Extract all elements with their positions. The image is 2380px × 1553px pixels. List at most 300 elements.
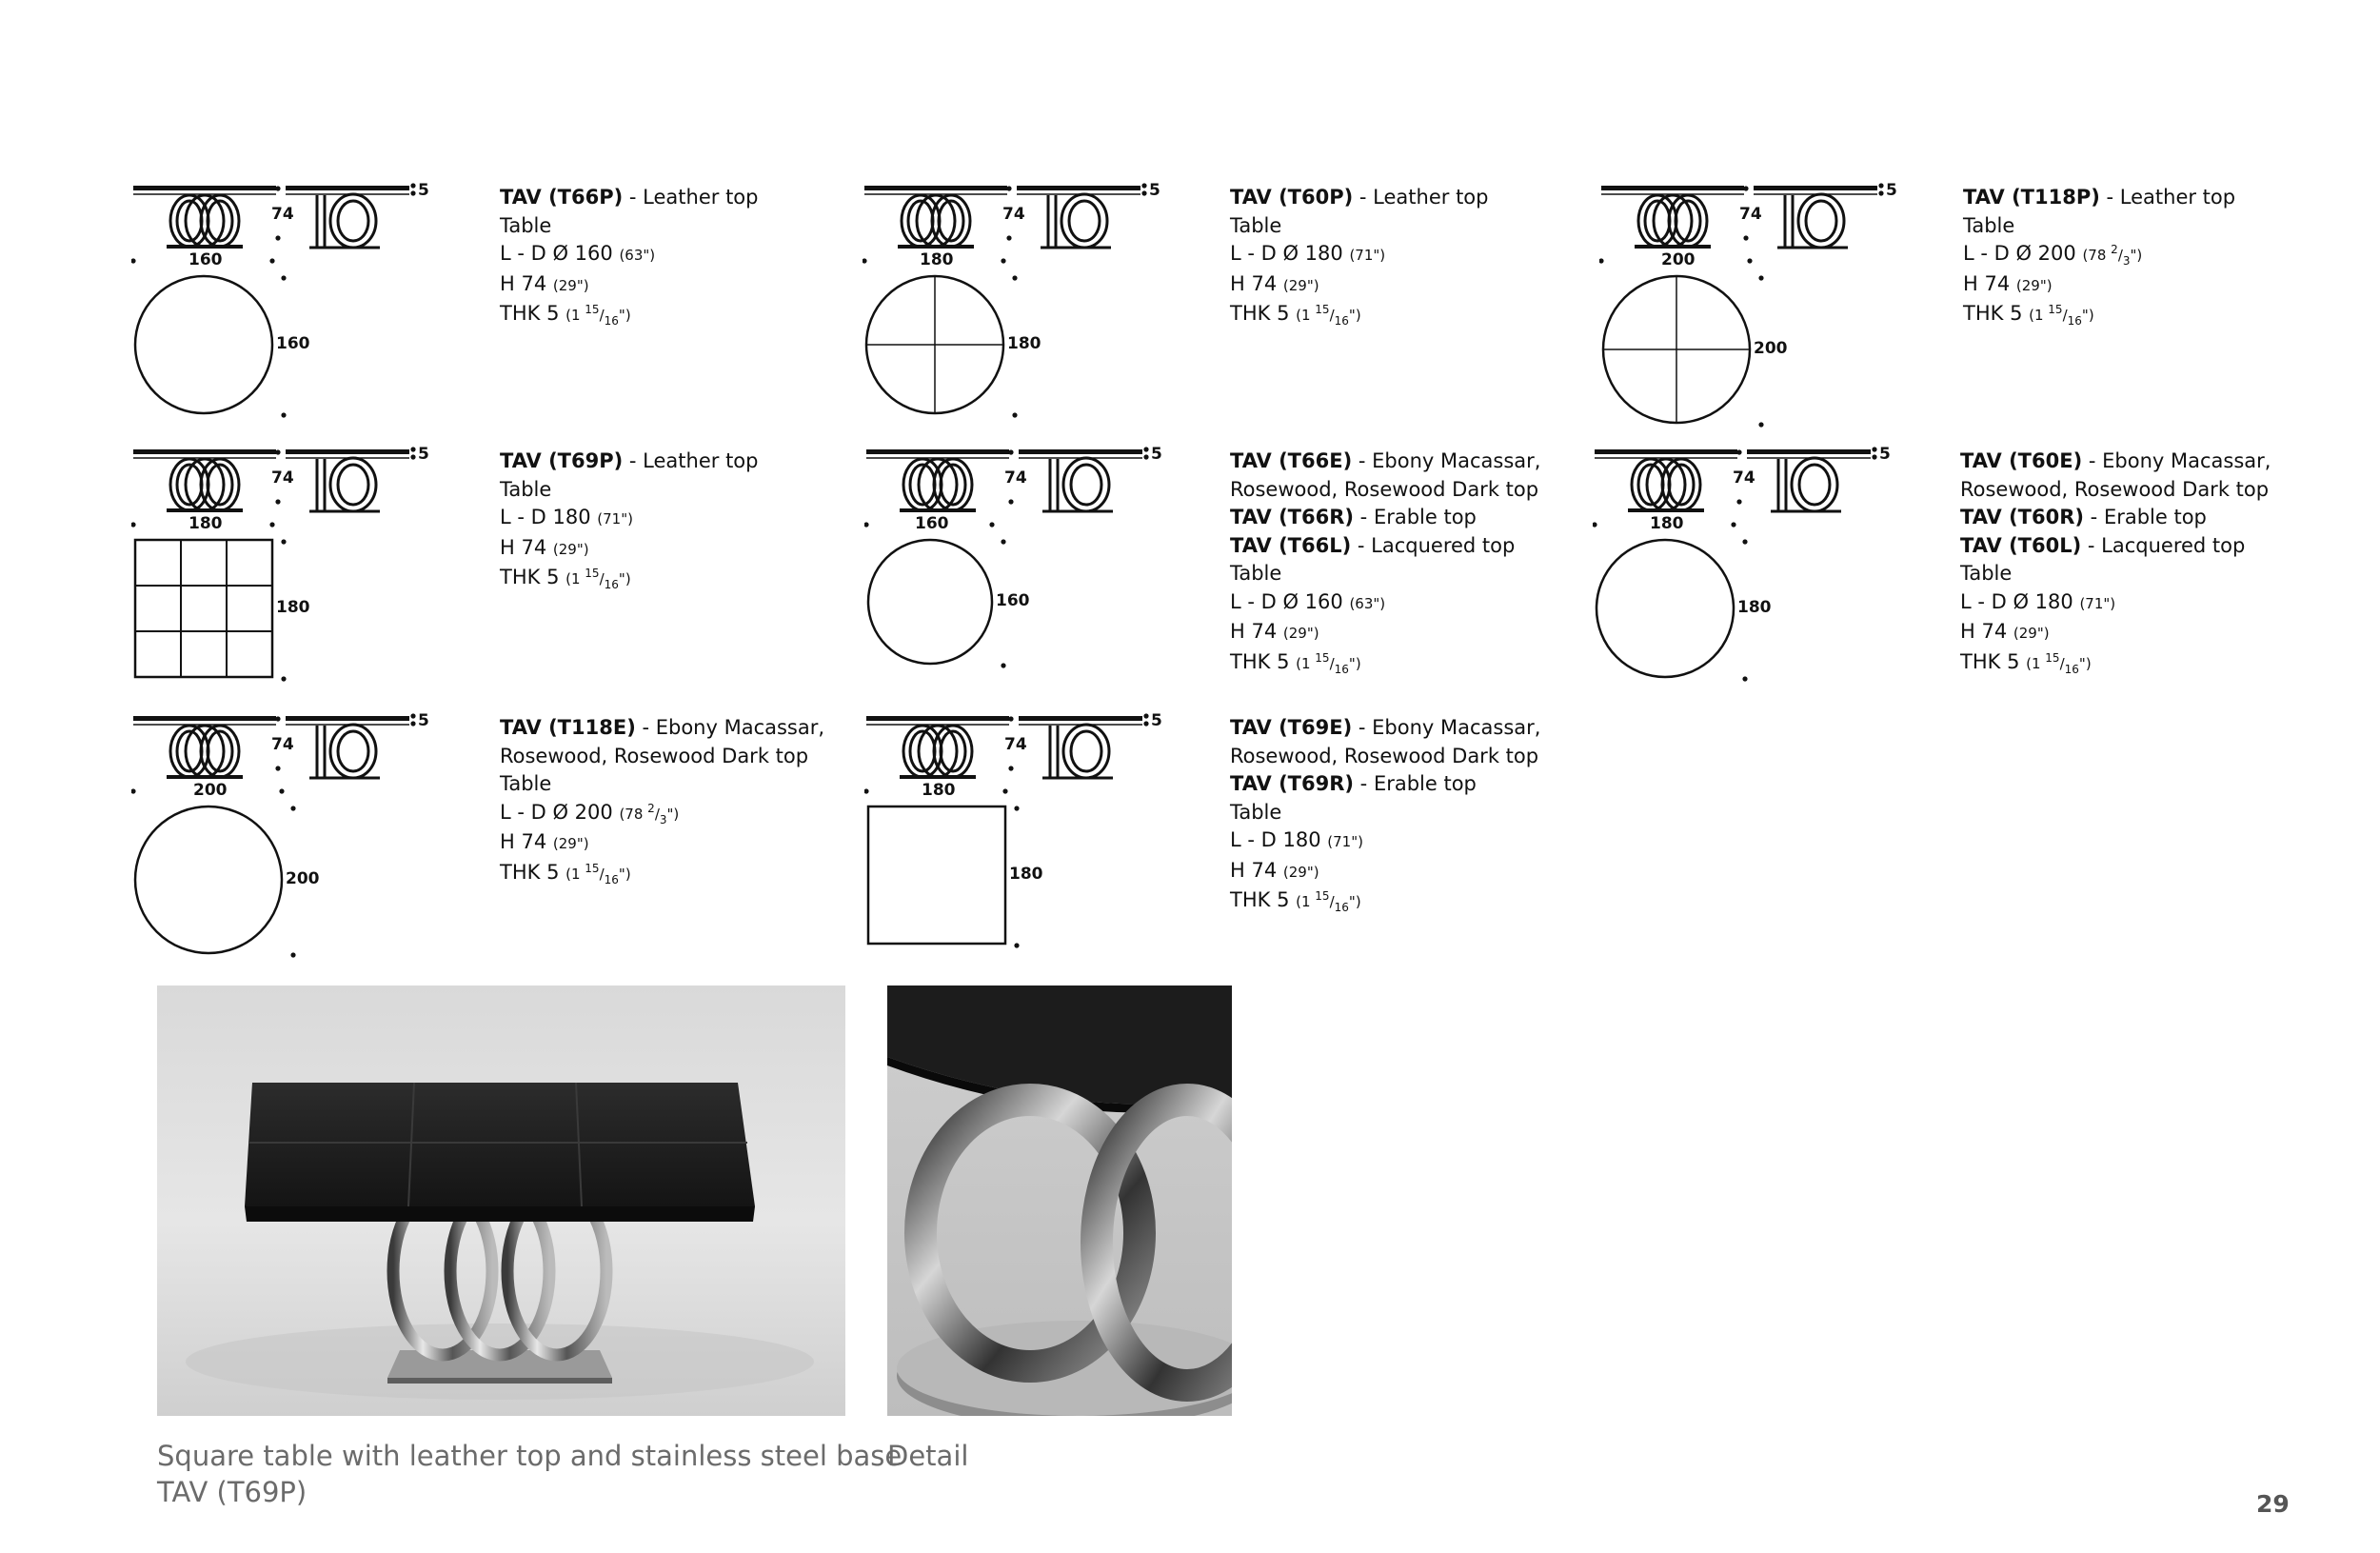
finish-description: Ebony Macassar, bbox=[1372, 449, 1541, 472]
spec-line bbox=[1230, 212, 1488, 241]
width-dimension: 180 bbox=[922, 781, 956, 800]
spec-text: L - D 180 bbox=[1230, 828, 1321, 851]
finish-description: Ebony Macassar, bbox=[2102, 449, 2271, 472]
spec-line bbox=[1230, 476, 1540, 505]
spec-text: Rosewood, Rosewood Dark top bbox=[1230, 744, 1539, 767]
fraction-den: 16 bbox=[1334, 314, 1349, 328]
ring-base bbox=[170, 726, 239, 777]
fraction-num: 15 bbox=[2045, 650, 2060, 665]
dimension-dot bbox=[131, 788, 136, 793]
spec-text: Table bbox=[1230, 213, 1282, 237]
separator: - bbox=[1354, 506, 1374, 528]
finish-description: Erable top bbox=[1373, 772, 1477, 795]
plan-view bbox=[1603, 276, 1750, 423]
dimension-dot bbox=[281, 412, 286, 417]
dimension-dot bbox=[410, 190, 415, 195]
imperial-measure: (71") bbox=[1327, 833, 1363, 850]
imperial-measure: (71") bbox=[2079, 594, 2116, 612]
fraction-num: 2 bbox=[2111, 243, 2118, 256]
spec-line bbox=[1230, 886, 1540, 917]
detail-photo bbox=[887, 986, 1232, 1416]
spec-line bbox=[500, 564, 758, 594]
spec-line bbox=[1230, 770, 1540, 799]
width-dimension: 200 bbox=[193, 781, 228, 800]
spec-line bbox=[1230, 799, 1540, 827]
dimension-dot bbox=[131, 258, 136, 263]
model-code: TAV (T66R) bbox=[1230, 506, 1354, 528]
thickness-dimension: 5 bbox=[1151, 712, 1162, 730]
side-ring-inner bbox=[1069, 201, 1100, 241]
fraction-whole: (1 bbox=[565, 307, 585, 324]
spec-line bbox=[500, 859, 824, 889]
front-view bbox=[864, 186, 1007, 249]
main-product-photo bbox=[157, 986, 845, 1416]
dimension-dot bbox=[281, 539, 286, 544]
fraction-num: 15 bbox=[2048, 303, 2063, 316]
main-photo-caption-line2: TAV (T69P) bbox=[157, 1476, 307, 1508]
spec-text: Rosewood, Rosewood Dark top bbox=[1230, 477, 1539, 501]
dimension-dot bbox=[1731, 522, 1735, 527]
spec-line bbox=[500, 534, 758, 565]
dimension-dot bbox=[1599, 258, 1604, 263]
spec-line bbox=[1230, 857, 1540, 887]
dimension-dot bbox=[1143, 447, 1148, 451]
technical-drawing bbox=[1593, 446, 1993, 703]
model-code: TAV (T118P) bbox=[1963, 186, 2100, 209]
dimension-dot bbox=[275, 766, 280, 770]
spec-text: Table bbox=[1230, 800, 1282, 824]
table-top-edge bbox=[1754, 186, 1877, 190]
finish-description: Ebony Macassar, bbox=[1372, 716, 1541, 739]
side-view bbox=[1754, 186, 1877, 248]
side-base bbox=[309, 725, 380, 778]
imperial-measure: (1 $^{15}/_{16}$") bbox=[565, 861, 631, 886]
table-top-edge bbox=[133, 716, 276, 721]
dimension-dot bbox=[1743, 235, 1748, 240]
dimension-dot bbox=[1758, 422, 1763, 427]
side-ring-inner bbox=[338, 465, 368, 505]
dimension-dot bbox=[1878, 183, 1883, 188]
spec-line bbox=[1960, 648, 2271, 679]
spec-text: H 74 bbox=[1960, 620, 2008, 643]
ring-base bbox=[170, 459, 239, 510]
top-outline bbox=[868, 806, 1005, 944]
dimension-dot bbox=[281, 275, 286, 280]
dimension-dot bbox=[864, 522, 869, 527]
dimension-dot bbox=[1008, 449, 1013, 454]
spec-text: H 74 bbox=[1963, 271, 2011, 295]
spec-line bbox=[1963, 300, 2235, 330]
ring-base bbox=[902, 195, 970, 247]
dimension-dot bbox=[275, 235, 280, 240]
depth-dimension: 180 bbox=[1009, 865, 1043, 884]
imperial-measure: (29") bbox=[2015, 276, 2053, 294]
height-dimension: 74 bbox=[271, 468, 294, 488]
front-view bbox=[1601, 186, 1744, 249]
spec-text: H 74 bbox=[1230, 858, 1278, 882]
dimension-dot bbox=[275, 716, 280, 721]
finish-description: Erable top bbox=[1373, 506, 1477, 528]
fraction-num: 15 bbox=[585, 567, 600, 580]
dimension-dot bbox=[279, 788, 284, 793]
spec-line bbox=[500, 270, 758, 301]
separator: - bbox=[1352, 449, 1373, 472]
fraction-num: 2 bbox=[647, 801, 655, 815]
side-ring-inner bbox=[1071, 731, 1101, 771]
spec-line bbox=[1230, 300, 1488, 330]
side-view bbox=[286, 716, 409, 778]
dimension-dot bbox=[1002, 788, 1007, 793]
front-view bbox=[133, 449, 276, 512]
ring-base bbox=[903, 459, 972, 510]
height-dimension: 74 bbox=[271, 735, 294, 754]
technical-drawing bbox=[1599, 182, 1999, 439]
spec-text: Table bbox=[1963, 213, 2015, 237]
spec-line bbox=[500, 240, 758, 270]
fraction-whole: (78 bbox=[619, 805, 648, 823]
fraction-num: 15 bbox=[1315, 650, 1330, 665]
depth-dimension: 180 bbox=[1007, 334, 1041, 353]
spec-line bbox=[500, 743, 824, 771]
thickness-dimension: 5 bbox=[418, 712, 429, 730]
dimension-dot bbox=[864, 788, 869, 793]
plan-view bbox=[135, 540, 272, 677]
technical-drawing bbox=[131, 712, 531, 969]
dimension-dot bbox=[275, 186, 280, 190]
technical-drawing bbox=[864, 446, 1264, 703]
base-plate bbox=[898, 245, 974, 249]
dimension-dot bbox=[1014, 943, 1019, 947]
height-dimension: 74 bbox=[1739, 205, 1762, 224]
table-top-edge bbox=[1747, 449, 1871, 454]
side-base bbox=[1771, 458, 1841, 511]
top-outline bbox=[135, 276, 272, 413]
main-photo-caption bbox=[157, 1438, 902, 1510]
imperial-measure: (1 $^{15}/_{16}$") bbox=[1296, 889, 1361, 914]
spec-line bbox=[500, 799, 824, 829]
imperial-measure: (29") bbox=[2013, 625, 2050, 642]
separator: - bbox=[1353, 186, 1374, 209]
spec-text: Table bbox=[500, 477, 552, 501]
spec-line bbox=[1230, 743, 1540, 771]
model-code: TAV (T69R) bbox=[1230, 772, 1354, 795]
dimension-dot bbox=[1736, 499, 1741, 504]
imperial-measure: (63") bbox=[1349, 594, 1386, 612]
front-view bbox=[1595, 449, 1737, 512]
separator: - bbox=[1354, 772, 1374, 795]
dimension-dot bbox=[290, 806, 295, 810]
spec-text: Rosewood, Rosewood Dark top bbox=[1960, 477, 2270, 501]
plan-view bbox=[866, 276, 1003, 413]
dimension-dot bbox=[1006, 186, 1011, 190]
finish-description: Lacquered top bbox=[1371, 533, 1516, 557]
spec-text: THK 5 bbox=[1963, 302, 2023, 325]
imperial-measure: (63") bbox=[619, 247, 656, 264]
table-top-edge bbox=[286, 449, 409, 454]
side-view bbox=[1017, 186, 1140, 248]
depth-dimension: 180 bbox=[276, 598, 310, 617]
side-base bbox=[1042, 725, 1113, 778]
spec-text: THK 5 bbox=[500, 860, 560, 884]
spec-line bbox=[1230, 714, 1540, 743]
fraction-num: 15 bbox=[1315, 303, 1330, 316]
dimension-dot bbox=[1593, 522, 1597, 527]
dimension-dot bbox=[1872, 454, 1876, 459]
height-dimension: 74 bbox=[1002, 205, 1025, 224]
fraction-end: ") bbox=[1348, 307, 1361, 324]
fraction-whole: (1 bbox=[2026, 654, 2046, 672]
separator: - bbox=[2084, 506, 2104, 528]
side-base bbox=[309, 194, 380, 248]
spec-line bbox=[1230, 826, 1540, 857]
fraction-end: ") bbox=[666, 805, 680, 823]
imperial-measure: (1 $^{15}/_{16}$") bbox=[2026, 650, 2092, 676]
product-specs bbox=[1230, 448, 1540, 678]
dimension-dot bbox=[1872, 447, 1876, 451]
spec-text: H 74 bbox=[500, 271, 547, 295]
dimension-dot bbox=[1143, 454, 1148, 459]
dimension-dot bbox=[275, 449, 280, 454]
imperial-measure: (29") bbox=[552, 540, 589, 558]
top-outline bbox=[135, 806, 282, 953]
separator: - bbox=[1352, 716, 1373, 739]
table-top-edge bbox=[133, 449, 276, 454]
imperial-measure: (78 $^2/_3$") bbox=[2082, 243, 2143, 268]
spec-line bbox=[1960, 476, 2271, 505]
spec-line bbox=[1230, 588, 1540, 619]
dimension-dot bbox=[1014, 806, 1019, 810]
spec-line bbox=[500, 184, 758, 212]
plan-view bbox=[868, 540, 992, 664]
spec-text: Table bbox=[1960, 562, 2013, 585]
dimension-dot bbox=[410, 183, 415, 188]
dimension-dot bbox=[1141, 183, 1146, 188]
separator: - bbox=[2081, 533, 2102, 557]
spec-text: H 74 bbox=[500, 535, 547, 559]
side-ring-inner bbox=[1806, 201, 1836, 241]
base-plate bbox=[167, 775, 243, 779]
depth-dimension: 200 bbox=[286, 869, 320, 888]
fraction-whole: (1 bbox=[565, 570, 585, 587]
spec-text: THK 5 bbox=[1960, 649, 2020, 673]
base-plate bbox=[167, 508, 243, 512]
product-specs bbox=[1960, 448, 2271, 678]
spec-text: L - D 180 bbox=[500, 506, 591, 528]
dimension-dot bbox=[989, 522, 994, 527]
model-code: TAV (T69E) bbox=[1230, 716, 1353, 739]
spec-text: L - D Ø 200 bbox=[1963, 242, 2076, 265]
table-top-edge bbox=[286, 716, 409, 721]
imperial-measure: (1 $^{15}/_{16}$") bbox=[1296, 650, 1361, 676]
spec-line bbox=[500, 448, 758, 476]
top-outline bbox=[135, 540, 272, 677]
spec-text: THK 5 bbox=[1230, 649, 1290, 673]
product-specs bbox=[500, 714, 824, 888]
spec-line bbox=[1230, 240, 1488, 270]
height-dimension: 74 bbox=[271, 205, 294, 224]
table-top-edge bbox=[1019, 449, 1142, 454]
spec-text: H 74 bbox=[1230, 620, 1278, 643]
dimension-dot bbox=[281, 676, 286, 681]
fraction-whole: (78 bbox=[2082, 247, 2112, 264]
fraction-end: ") bbox=[618, 865, 631, 883]
ring-base bbox=[1632, 459, 1700, 510]
dimension-dot bbox=[1001, 539, 1005, 544]
spec-text: THK 5 bbox=[1230, 302, 1290, 325]
base-plate bbox=[900, 775, 976, 779]
side-view bbox=[1747, 449, 1871, 511]
spec-line bbox=[500, 300, 758, 330]
spec-text: H 74 bbox=[1230, 271, 1278, 295]
dimension-dot bbox=[410, 713, 415, 718]
spec-line bbox=[500, 828, 824, 859]
fraction-num: 15 bbox=[1315, 889, 1330, 903]
spec-line bbox=[1963, 184, 2235, 212]
spec-text: Rosewood, Rosewood Dark top bbox=[500, 744, 809, 767]
dimension-dot bbox=[275, 499, 280, 504]
finish-description: Erable top bbox=[2103, 506, 2207, 528]
imperial-measure: (71") bbox=[1349, 247, 1386, 264]
fraction-end: ") bbox=[1348, 893, 1361, 910]
dimension-dot bbox=[1742, 676, 1747, 681]
side-base bbox=[1041, 194, 1111, 248]
spec-line bbox=[1960, 448, 2271, 476]
dimension-dot bbox=[863, 258, 867, 263]
product-specs bbox=[500, 184, 758, 330]
side-base bbox=[1777, 194, 1848, 248]
dimension-dot bbox=[1008, 499, 1013, 504]
dimension-dot bbox=[1012, 275, 1017, 280]
dimension-dot bbox=[1143, 713, 1148, 718]
plan-view bbox=[135, 276, 272, 413]
ring-base bbox=[1638, 195, 1707, 247]
product-specs bbox=[1230, 714, 1540, 917]
thickness-dimension: 5 bbox=[1879, 446, 1891, 464]
dimension-dot bbox=[410, 454, 415, 459]
separator: - bbox=[635, 716, 656, 739]
finish-description: Lacquered top bbox=[2101, 533, 2246, 557]
depth-dimension: 160 bbox=[276, 334, 310, 353]
table-top-edge bbox=[866, 716, 1009, 721]
spec-line bbox=[1960, 618, 2271, 648]
finish-description: Leather top bbox=[643, 186, 759, 209]
side-ring-inner bbox=[1799, 465, 1830, 505]
plan-view bbox=[868, 806, 1005, 944]
spec-text: THK 5 bbox=[1230, 888, 1290, 911]
fraction-whole: (1 bbox=[565, 865, 585, 883]
thickness-dimension: 5 bbox=[1886, 182, 1897, 200]
spec-text: Table bbox=[1230, 562, 1282, 585]
fraction-whole: (1 bbox=[1296, 893, 1316, 910]
fraction-num: 15 bbox=[585, 861, 600, 875]
model-code: TAV (T60R) bbox=[1960, 506, 2084, 528]
product-specs bbox=[1230, 184, 1488, 330]
table-top-edge bbox=[133, 186, 276, 190]
separator: - bbox=[623, 186, 644, 209]
imperial-measure: (1 $^{15}/_{16}$") bbox=[565, 303, 631, 328]
spec-line bbox=[1230, 618, 1540, 648]
spec-line bbox=[500, 714, 824, 743]
dimension-dot bbox=[1143, 721, 1148, 726]
width-dimension: 180 bbox=[920, 250, 954, 269]
page-number: 29 bbox=[2256, 1490, 2290, 1518]
fraction-whole: (1 bbox=[1296, 654, 1316, 672]
finish-description: Ebony Macassar, bbox=[655, 716, 825, 739]
spec-text: THK 5 bbox=[500, 566, 560, 588]
spec-line bbox=[1960, 504, 2271, 532]
fraction-end: ") bbox=[2081, 307, 2094, 324]
technical-drawing bbox=[864, 712, 1264, 969]
depth-dimension: 180 bbox=[1737, 598, 1772, 617]
fraction-den: 16 bbox=[1334, 901, 1349, 914]
separator: - bbox=[2099, 186, 2120, 209]
base-plate bbox=[167, 245, 243, 249]
imperial-measure: (29") bbox=[552, 835, 589, 852]
dimension-dot bbox=[1141, 190, 1146, 195]
model-code: TAV (T69P) bbox=[500, 449, 624, 472]
spec-line bbox=[1963, 270, 2235, 301]
finish-description: Leather top bbox=[643, 449, 759, 472]
height-dimension: 74 bbox=[1004, 735, 1027, 754]
dimension-dot bbox=[1006, 235, 1011, 240]
width-dimension: 180 bbox=[188, 514, 223, 533]
model-code: TAV (T66L) bbox=[1230, 533, 1352, 557]
imperial-measure: (29") bbox=[1282, 625, 1319, 642]
dimension-dot bbox=[1747, 258, 1752, 263]
table-top-edge bbox=[286, 186, 409, 190]
front-view bbox=[866, 716, 1009, 779]
side-ring-inner bbox=[338, 201, 368, 241]
fraction-end: ") bbox=[618, 570, 631, 587]
dimension-dot bbox=[1001, 663, 1005, 667]
spec-line bbox=[1230, 532, 1540, 561]
separator: - bbox=[1351, 533, 1372, 557]
fraction-whole: (1 bbox=[2029, 307, 2049, 324]
dimension-dot bbox=[269, 522, 274, 527]
spec-text: H 74 bbox=[500, 830, 547, 853]
spec-line bbox=[1960, 532, 2271, 561]
imperial-measure: (78 $^2/_3$") bbox=[619, 801, 680, 826]
ring-base bbox=[170, 195, 239, 247]
height-dimension: 74 bbox=[1004, 468, 1027, 488]
base-plate bbox=[1628, 508, 1704, 512]
top-outline bbox=[1597, 540, 1734, 677]
width-dimension: 160 bbox=[188, 250, 223, 269]
dimension-dot bbox=[269, 258, 274, 263]
dimension-dot bbox=[1736, 449, 1741, 454]
dimension-dot bbox=[1878, 190, 1883, 195]
side-view bbox=[1019, 449, 1142, 511]
spec-text: L - D Ø 200 bbox=[500, 800, 613, 824]
thickness-dimension: 5 bbox=[418, 182, 429, 200]
spec-line bbox=[1960, 588, 2271, 619]
fraction-end: ") bbox=[2130, 247, 2143, 264]
detail-photo-caption: Detail bbox=[887, 1440, 969, 1472]
dimension-dot bbox=[1743, 186, 1748, 190]
ring-base bbox=[903, 726, 972, 777]
fraction-den: 16 bbox=[1334, 662, 1349, 676]
finish-description: Leather top bbox=[2119, 186, 2236, 209]
imperial-measure: (29") bbox=[1282, 863, 1319, 881]
thickness-dimension: 5 bbox=[1151, 446, 1162, 464]
side-base bbox=[309, 458, 380, 511]
dimension-dot bbox=[1012, 412, 1017, 417]
spec-text: Table bbox=[500, 213, 552, 237]
table-top-edge bbox=[1601, 186, 1744, 190]
fraction-den: 16 bbox=[604, 314, 619, 328]
side-view bbox=[286, 449, 409, 511]
dimension-dot bbox=[410, 447, 415, 451]
